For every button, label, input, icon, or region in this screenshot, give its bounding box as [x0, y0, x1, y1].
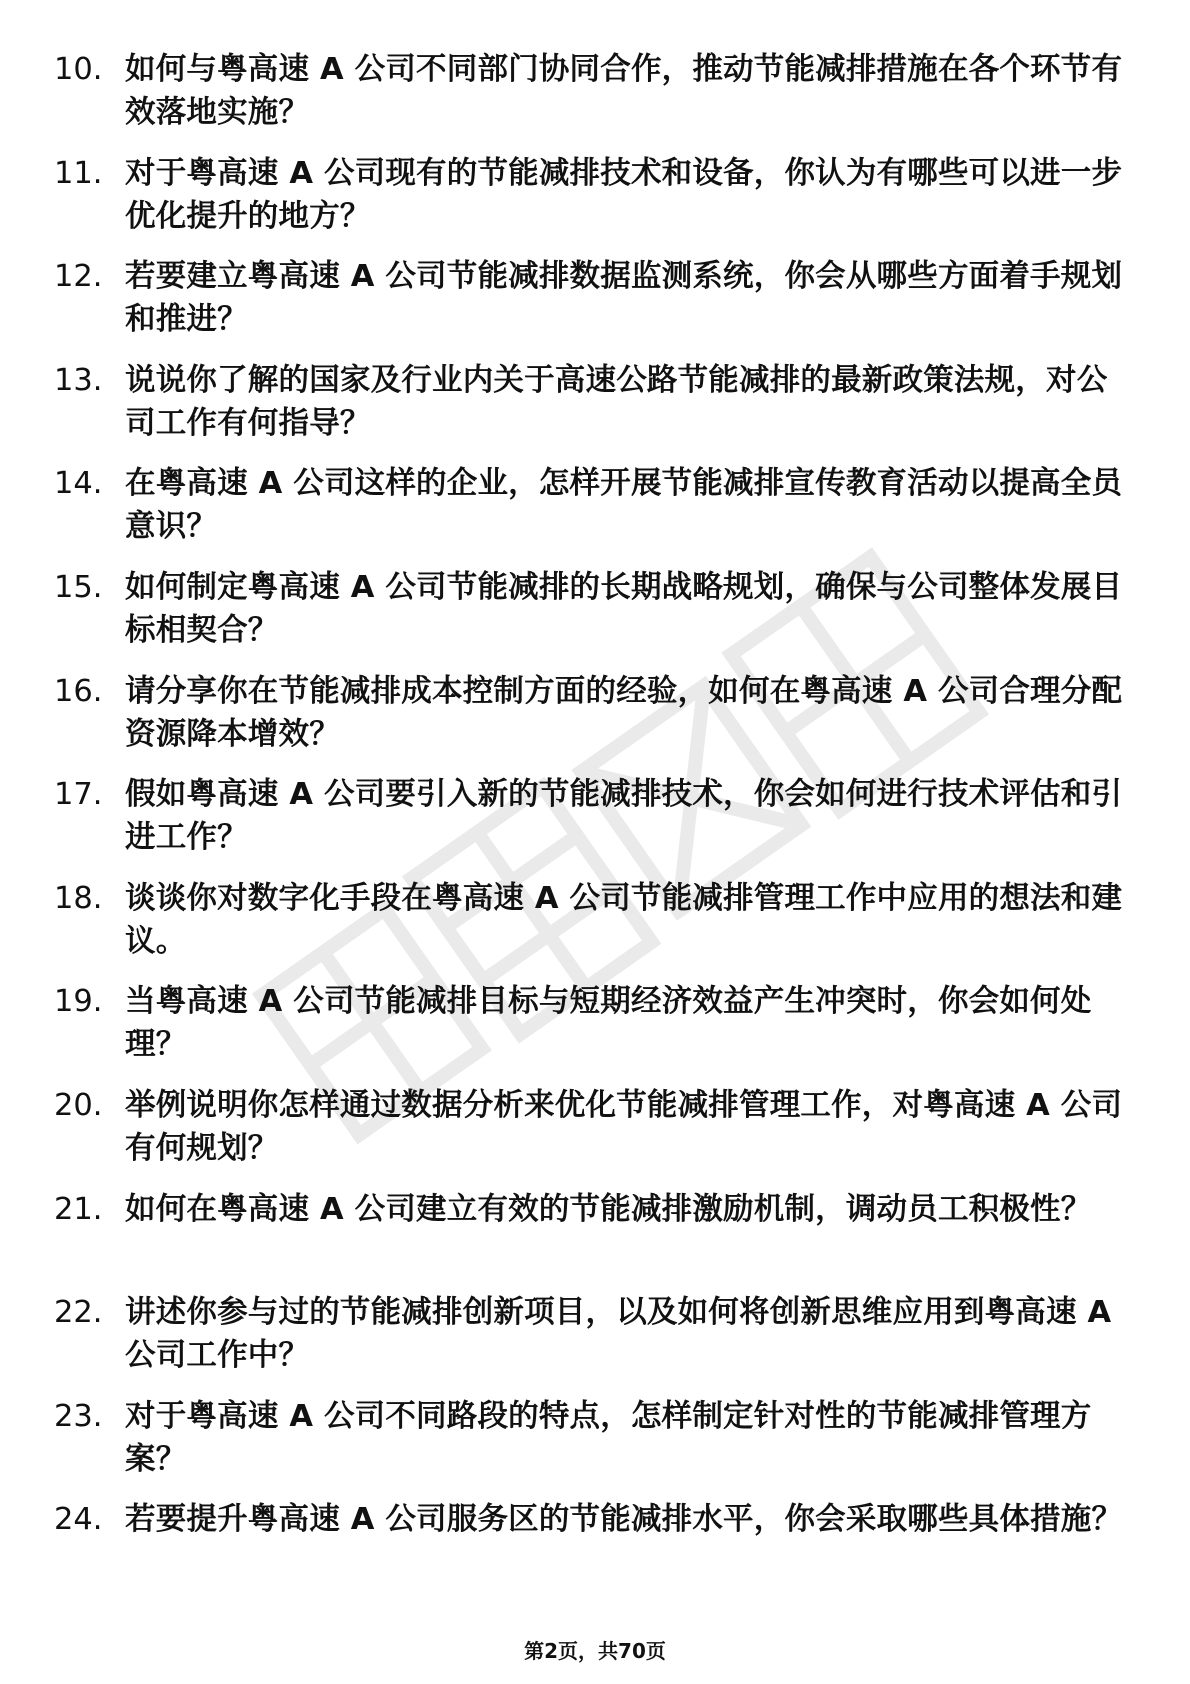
question-number: 21.: [54, 1191, 103, 1227]
question-text: 请分享你在节能减排成本控制方面的经验，如何在粤高速 A 公司合理分配资源降本增效？: [125, 673, 1123, 752]
question-text: 谈谈你对数字化手段在粤高速 A 公司节能减排管理工作中应用的想法和建议。: [125, 880, 1123, 959]
question-number: 22.: [54, 1295, 103, 1331]
question-item: [54, 462, 1134, 548]
question-text: 若要建立粤高速 A 公司节能减排数据监测系统，你会从哪些方面着手规划和推进？: [125, 259, 1123, 338]
question-item: [54, 48, 1134, 134]
question-text: 如何与粤高速 A 公司不同部门协同合作，推动节能减排措施在各个环节有效落地实施？: [125, 52, 1123, 130]
question-text: 对于粤高速 A 公司不同路段的特点，怎样制定针对性的节能减排管理方案？: [125, 1398, 1092, 1477]
question-text: 假如粤高速 A 公司要引入新的节能减排技术，你会如何进行技术评估和引进工作？: [125, 777, 1123, 856]
question-number: 13.: [54, 362, 103, 398]
question-item: [54, 877, 1134, 963]
question-number: 18.: [54, 880, 103, 916]
question-text: 说说你了解的国家及行业内关于高速公路节能减排的最新政策法规，对公司工作有何指导？: [125, 362, 1108, 441]
question-text: 举例说明你怎样通过数据分析来优化节能减排管理工作，对粤高速 A 公司有何规划？: [125, 1087, 1123, 1166]
question-number: 11.: [54, 155, 103, 191]
question-text: 在粤高速 A 公司这样的企业，怎样开展节能减排宣传教育活动以提高全员意识？: [125, 466, 1123, 545]
question-text: 讲述你参与过的节能减排创新项目，以及如何将创新思维应用到粤高速 A 公司工作中？: [125, 1295, 1112, 1374]
question-text: 对于粤高速 A 公司现有的节能减排技术和设备，你认为有哪些可以进一步优化提升的地方？: [125, 155, 1123, 234]
question-number: 20.: [54, 1087, 103, 1123]
question-number: 16.: [54, 673, 103, 709]
page-footer: 第2页，共70页: [524, 1639, 666, 1663]
question-item: [54, 1498, 1134, 1584]
question-number: 17.: [54, 777, 103, 813]
question-item: [54, 152, 1134, 238]
question-item: [54, 359, 1134, 445]
question-list: [54, 48, 1134, 1602]
question-number: 14.: [54, 466, 103, 502]
question-number: 24.: [54, 1502, 103, 1538]
question-item: [54, 1188, 1134, 1274]
question-text: 如何在粤高速 A 公司建立有效的节能减排激励机制，调动员工积极性？: [125, 1191, 1092, 1227]
question-item: [54, 670, 1134, 756]
question-number: 19.: [54, 984, 103, 1020]
question-item: [54, 1395, 1134, 1481]
question-item: [54, 1084, 1134, 1170]
question-text: 如何制定粤高速 A 公司节能减排的长期战略规划，确保与公司整体发展目标相契合？: [125, 569, 1123, 648]
question-number: 23.: [54, 1398, 103, 1434]
question-number: 12.: [54, 259, 103, 295]
question-item: [54, 980, 1134, 1066]
question-number: 10.: [54, 52, 103, 87]
question-text: 若要提升粤高速 A 公司服务区的节能减排水平，你会采取哪些具体措施？: [125, 1502, 1123, 1538]
question-item: [54, 1291, 1134, 1377]
question-text: 当粤高速 A 公司节能减排目标与短期经济效益产生冲突时，你会如何处理？: [125, 984, 1092, 1063]
question-item: [54, 773, 1134, 859]
question-item: [54, 566, 1134, 652]
question-number: 15.: [54, 569, 103, 605]
question-item: [54, 255, 1134, 341]
